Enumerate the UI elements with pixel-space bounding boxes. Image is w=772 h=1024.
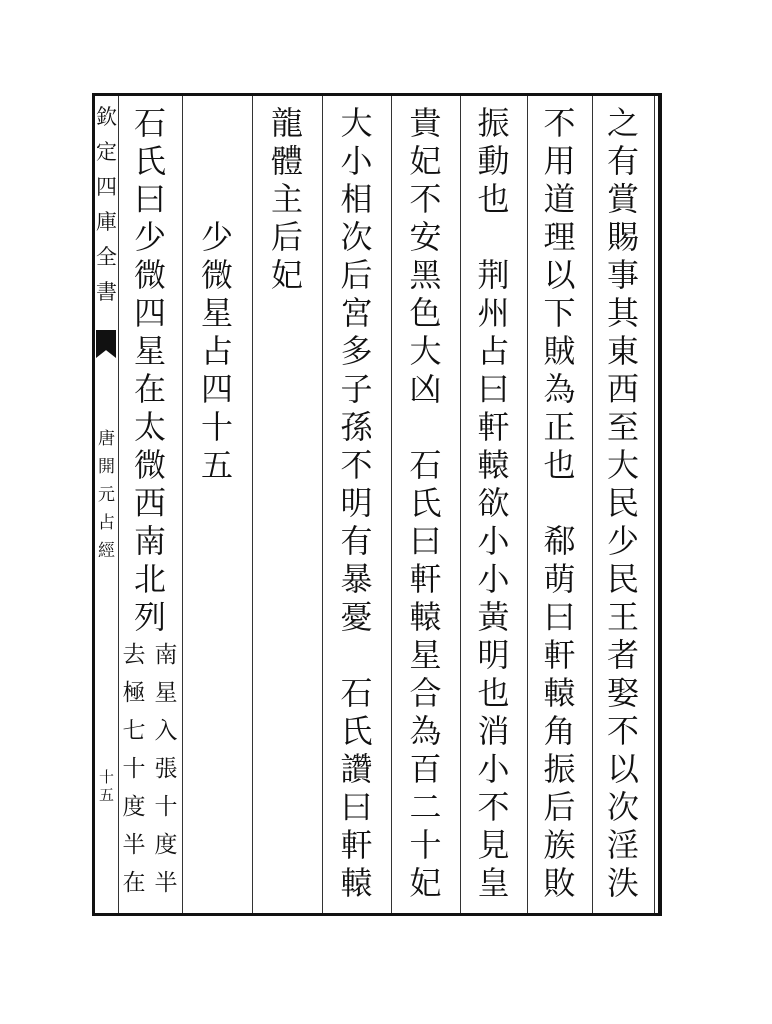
character: 氏 bbox=[340, 712, 373, 750]
page-number bbox=[95, 768, 118, 804]
character: 賞 bbox=[606, 180, 639, 218]
character: 有 bbox=[606, 142, 639, 180]
text-column bbox=[592, 104, 654, 902]
interlinear-note-right bbox=[150, 636, 182, 902]
character: 用 bbox=[543, 142, 576, 180]
character: 不 bbox=[340, 446, 373, 484]
character: 宮 bbox=[340, 294, 373, 332]
character: 次 bbox=[340, 218, 373, 256]
character: 暴 bbox=[340, 560, 373, 598]
character: 明 bbox=[340, 484, 373, 522]
character: 后 bbox=[543, 788, 576, 826]
character: 讚 bbox=[340, 750, 373, 788]
character: 定 bbox=[96, 140, 117, 164]
character: 星 bbox=[200, 294, 233, 332]
frame-top-border bbox=[92, 93, 662, 96]
character: 微 bbox=[133, 256, 166, 294]
book-title bbox=[95, 425, 118, 565]
character: 星 bbox=[154, 680, 178, 706]
character: 荆 bbox=[477, 256, 510, 294]
character: 主 bbox=[270, 180, 303, 218]
interlinear-note-left bbox=[118, 636, 150, 902]
text-column bbox=[460, 104, 527, 902]
character: 至 bbox=[606, 408, 639, 446]
character: 列 bbox=[133, 598, 166, 636]
character: 南 bbox=[133, 522, 166, 560]
fishtail-mark bbox=[96, 330, 116, 358]
character: 度 bbox=[122, 794, 146, 820]
character: 太 bbox=[133, 408, 166, 446]
character: 有 bbox=[340, 522, 373, 560]
character: 氏 bbox=[409, 484, 442, 522]
character: 振 bbox=[543, 750, 576, 788]
frame-right-inner-border bbox=[654, 96, 655, 913]
character: 半 bbox=[154, 870, 178, 896]
character: 皇 bbox=[477, 864, 510, 902]
character: 欲 bbox=[477, 484, 510, 522]
character: 為 bbox=[409, 712, 442, 750]
character: 以 bbox=[543, 256, 576, 294]
character: 百 bbox=[409, 750, 442, 788]
character: 少 bbox=[133, 218, 166, 256]
character: 十 bbox=[409, 826, 442, 864]
character: 妃 bbox=[270, 256, 303, 294]
character: 娶 bbox=[606, 674, 639, 712]
character: 大 bbox=[606, 446, 639, 484]
character: 轅 bbox=[409, 598, 442, 636]
character: 石 bbox=[409, 446, 442, 484]
character: 事 bbox=[606, 256, 639, 294]
character: 泆 bbox=[606, 864, 639, 902]
character bbox=[322, 636, 391, 674]
character: 動 bbox=[477, 142, 510, 180]
character: 后 bbox=[270, 218, 303, 256]
character: 相 bbox=[340, 180, 373, 218]
character: 欽 bbox=[96, 105, 117, 129]
character: 龍 bbox=[270, 104, 303, 142]
character: 微 bbox=[200, 256, 233, 294]
character: 十 bbox=[200, 408, 233, 446]
character bbox=[460, 218, 527, 256]
character: 五 bbox=[200, 446, 233, 484]
character: 曰 bbox=[543, 598, 576, 636]
character: 經 bbox=[98, 541, 115, 561]
character: 占 bbox=[200, 332, 233, 370]
character: 書 bbox=[96, 280, 117, 304]
character: 小 bbox=[477, 522, 510, 560]
character: 四 bbox=[96, 175, 117, 199]
character: 在 bbox=[122, 870, 146, 896]
character: 振 bbox=[477, 104, 510, 142]
character: 不 bbox=[606, 712, 639, 750]
character: 軒 bbox=[340, 826, 373, 864]
character: 星 bbox=[409, 636, 442, 674]
character: 見 bbox=[477, 826, 510, 864]
character: 黑 bbox=[409, 256, 442, 294]
character: 多 bbox=[340, 332, 373, 370]
text-column bbox=[322, 104, 391, 902]
frame-bottom-border bbox=[92, 913, 662, 916]
character: 不 bbox=[409, 180, 442, 218]
character: 不 bbox=[477, 788, 510, 826]
character: 入 bbox=[154, 718, 178, 744]
character: 理 bbox=[543, 218, 576, 256]
character: 郗 bbox=[543, 522, 576, 560]
character: 曰 bbox=[477, 370, 510, 408]
character: 半 bbox=[122, 832, 146, 858]
character: 七 bbox=[122, 718, 146, 744]
character: 南 bbox=[154, 642, 178, 668]
character: 軒 bbox=[477, 408, 510, 446]
character: 在 bbox=[133, 370, 166, 408]
character: 占 bbox=[98, 513, 115, 533]
character: 氏 bbox=[133, 142, 166, 180]
character: 小 bbox=[477, 750, 510, 788]
character: 微 bbox=[133, 446, 166, 484]
character: 也 bbox=[477, 180, 510, 218]
character: 四 bbox=[200, 370, 233, 408]
character: 開 bbox=[98, 457, 115, 477]
character: 極 bbox=[122, 680, 146, 706]
character: 西 bbox=[133, 484, 166, 522]
character: 者 bbox=[606, 636, 639, 674]
character: 去 bbox=[122, 642, 146, 668]
text-column bbox=[391, 104, 460, 902]
character: 少 bbox=[200, 218, 233, 256]
character bbox=[391, 408, 460, 446]
character: 小 bbox=[340, 142, 373, 180]
character: 消 bbox=[477, 712, 510, 750]
text-column bbox=[118, 104, 182, 636]
character: 轅 bbox=[543, 674, 576, 712]
character: 以 bbox=[606, 750, 639, 788]
character: 度 bbox=[154, 832, 178, 858]
character: 轅 bbox=[340, 864, 373, 902]
character: 次 bbox=[606, 788, 639, 826]
character: 大 bbox=[409, 332, 442, 370]
character: 為 bbox=[543, 370, 576, 408]
character: 之 bbox=[606, 104, 639, 142]
character bbox=[527, 484, 592, 522]
character: 敗 bbox=[543, 864, 576, 902]
character: 軒 bbox=[543, 636, 576, 674]
character: 曰 bbox=[409, 522, 442, 560]
character: 東 bbox=[606, 332, 639, 370]
character: 大 bbox=[340, 104, 373, 142]
character: 也 bbox=[543, 446, 576, 484]
character: 萌 bbox=[543, 560, 576, 598]
frame-right-border bbox=[658, 93, 662, 916]
character: 憂 bbox=[340, 598, 373, 636]
character: 庫 bbox=[96, 210, 117, 234]
character: 孫 bbox=[340, 408, 373, 446]
character: 五 bbox=[98, 786, 114, 804]
character: 凶 bbox=[409, 370, 442, 408]
character: 子 bbox=[340, 370, 373, 408]
section-heading bbox=[182, 104, 252, 484]
character: 色 bbox=[409, 294, 442, 332]
character: 妃 bbox=[409, 864, 442, 902]
character: 賊 bbox=[543, 332, 576, 370]
character: 合 bbox=[409, 674, 442, 712]
character: 族 bbox=[543, 826, 576, 864]
character: 唐 bbox=[98, 429, 115, 449]
character: 體 bbox=[270, 142, 303, 180]
character: 貴 bbox=[409, 104, 442, 142]
character: 十 bbox=[154, 794, 178, 820]
character: 占 bbox=[477, 332, 510, 370]
character: 淫 bbox=[606, 826, 639, 864]
character: 十 bbox=[98, 768, 114, 786]
character: 曰 bbox=[340, 788, 373, 826]
character: 轅 bbox=[477, 446, 510, 484]
character: 十 bbox=[122, 756, 146, 782]
collection-title bbox=[95, 100, 118, 310]
character: 全 bbox=[96, 245, 117, 269]
character: 明 bbox=[477, 636, 510, 674]
character: 王 bbox=[606, 598, 639, 636]
character: 曰 bbox=[133, 180, 166, 218]
character: 其 bbox=[606, 294, 639, 332]
character: 民 bbox=[606, 560, 639, 598]
character: 小 bbox=[477, 560, 510, 598]
character: 安 bbox=[409, 218, 442, 256]
character: 州 bbox=[477, 294, 510, 332]
character: 黃 bbox=[477, 598, 510, 636]
character: 北 bbox=[133, 560, 166, 598]
character: 賜 bbox=[606, 218, 639, 256]
character: 石 bbox=[133, 104, 166, 142]
character: 四 bbox=[133, 294, 166, 332]
character: 石 bbox=[340, 674, 373, 712]
character: 下 bbox=[543, 294, 576, 332]
character: 不 bbox=[543, 104, 576, 142]
character: 也 bbox=[477, 674, 510, 712]
character: 后 bbox=[340, 256, 373, 294]
character: 民 bbox=[606, 484, 639, 522]
character: 正 bbox=[543, 408, 576, 446]
character: 二 bbox=[409, 788, 442, 826]
character: 星 bbox=[133, 332, 166, 370]
character: 軒 bbox=[409, 560, 442, 598]
character: 張 bbox=[154, 756, 178, 782]
text-column bbox=[252, 104, 322, 294]
character: 少 bbox=[606, 522, 639, 560]
text-column bbox=[527, 104, 592, 902]
character: 元 bbox=[98, 485, 115, 505]
character: 西 bbox=[606, 370, 639, 408]
character: 妃 bbox=[409, 142, 442, 180]
character: 角 bbox=[543, 712, 576, 750]
character: 道 bbox=[543, 180, 576, 218]
